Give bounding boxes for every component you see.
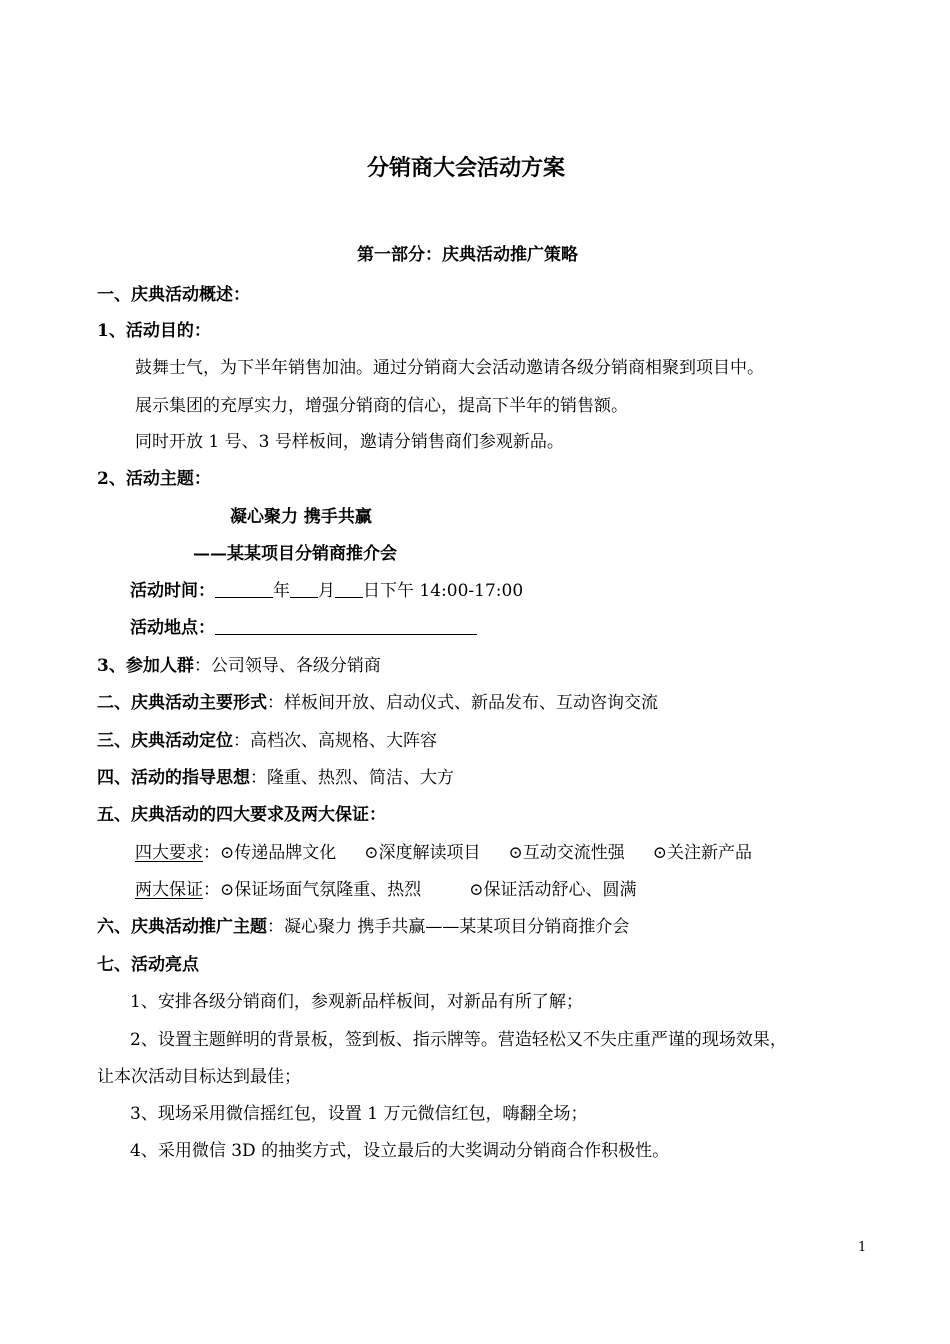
section-2-label: 二、庆典活动主要形式 [97, 693, 267, 713]
section-1-heading: 一、庆典活动概述： [97, 285, 250, 305]
purpose-heading: 1、活动目的： [97, 321, 211, 341]
section-6-row [97, 915, 629, 939]
highlight-item-2: 2、设置主题鲜明的背景板，签到板、指示牌等。营造轻松又不失庄重严谨的现场效果， [130, 1030, 787, 1050]
guarantee-item-1: ：⊙保证场面气氛隆重、热烈 [203, 880, 422, 900]
audience-row [97, 654, 381, 678]
section-6-label: 六、庆典活动推广主题 [97, 917, 267, 937]
requirement-item-1: ：⊙传递品牌文化 [203, 843, 337, 863]
section-4-row [97, 766, 454, 790]
requirement-item-3: ⊙互动交流性强 [508, 843, 625, 863]
activity-time-label: 活动时间： [130, 581, 215, 601]
activity-time-row [130, 579, 523, 603]
purpose-line-3: 同时开放 1 号、3 号样板间，邀请分销售商们参观新品。 [135, 432, 564, 452]
year-blank [215, 579, 273, 598]
highlight-item-2-cont: 让本次活动目标达到最佳； [97, 1067, 301, 1087]
part-heading: 第一部分：庆典活动推广策略 [357, 245, 578, 265]
purpose-line-1: 鼓舞士气，为下半年销售加油。通过分销商大会活动邀请各级分销商相聚到项目中。 [135, 358, 764, 378]
section-2-row [97, 691, 658, 715]
section-3-row [97, 729, 437, 753]
section-6-value: ：凝心聚力 携手共赢——某某项目分销商推介会 [267, 917, 630, 937]
highlight-item-3: 3、现场采用微信摇红包，设置 1 万元微信红包，嗨翻全场； [130, 1104, 588, 1124]
page-number: 1 [858, 1240, 867, 1255]
requirement-item-2: ⊙深度解读项目 [364, 843, 481, 863]
activity-place-label: 活动地点： [130, 618, 215, 638]
section-3-label: 三、庆典活动定位 [97, 731, 233, 751]
section-5-heading: 五、庆典活动的四大要求及两大保证： [97, 805, 386, 825]
guarantees-label: 两大保证 [135, 880, 203, 900]
purpose-line-2: 展示集团的充厚实力，增强分销商的信心，提高下半年的销售额。 [135, 396, 628, 416]
requirement-item-4: ⊙关注新产品 [652, 843, 752, 863]
month-blank [290, 579, 318, 598]
activity-place-row [130, 616, 477, 640]
section-4-value: ：隆重、热烈、简洁、大方 [250, 768, 454, 788]
year-unit: 年 [273, 581, 290, 601]
section-2-value: ：样板间开放、启动仪式、新品发布、互动咨询交流 [267, 693, 658, 713]
guarantee-item-2: ⊙保证活动舒心、圆满 [469, 880, 637, 900]
audience-label: 3、参加人群 [97, 656, 194, 676]
requirements-row [135, 841, 752, 865]
requirements-label: 四大要求 [135, 843, 203, 863]
place-blank [215, 616, 477, 635]
section-4-label: 四、活动的指导思想 [97, 768, 250, 788]
highlight-item-4: 4、采用微信 3D 的抽奖方式，设立最后的大奖调动分销商合作积极性。 [130, 1141, 670, 1161]
document-title: 分销商大会活动方案 [367, 155, 566, 181]
section-3-value: ：高档次、高规格、大阵容 [233, 731, 437, 751]
theme-heading: 2、活动主题： [97, 469, 211, 489]
month-unit: 月 [318, 581, 335, 601]
time-rest: 日下午 14:00-17:00 [363, 581, 524, 601]
audience-value: ：公司领导、各级分销商 [193, 656, 381, 676]
day-blank [335, 579, 363, 598]
highlight-item-1: 1、安排各级分销商们，参观新品样板间，对新品有所了解； [130, 992, 583, 1012]
theme-main: 凝心聚力 携手共赢 [230, 507, 372, 527]
guarantees-row [135, 878, 637, 902]
section-7-heading: 七、活动亮点 [97, 955, 199, 975]
theme-sub: ——某某项目分销商推介会 [193, 544, 397, 564]
